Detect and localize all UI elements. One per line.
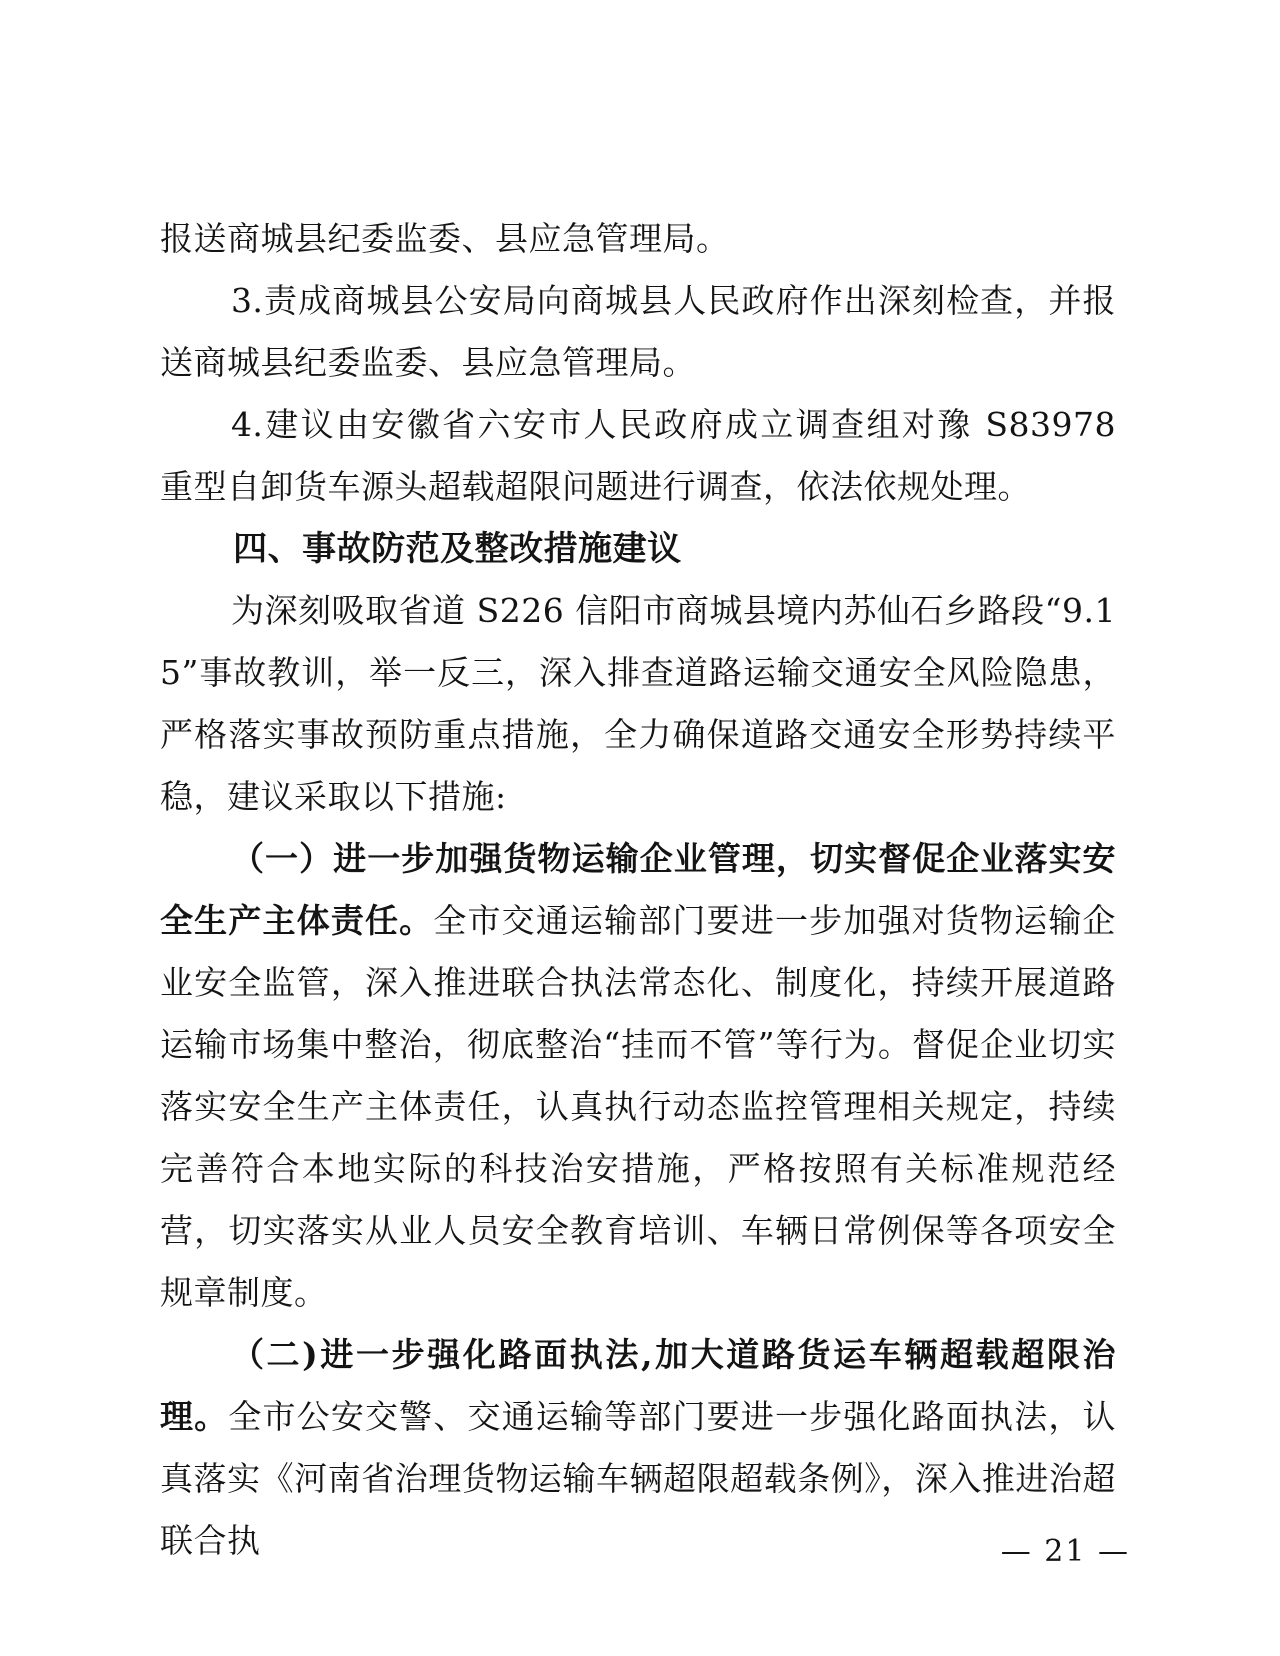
intro-text: 为深刻吸取省道 S226 信阳市商城县境内苏仙石乡路段“9.15”事故教训，举一反三，深入排查道路运输交通安全风险隐患，严格落实事故预防重点措施，全力确保道路交通安全形势持续平稳，建议采取以下措施: bbox=[160, 591, 1116, 816]
measure-1-paragraph bbox=[160, 828, 1116, 1324]
measure-2-lead: （二)进一步强化路面执法,加大道路货运车辆超载超限治理。 bbox=[160, 1335, 1116, 1436]
list-item-3 bbox=[160, 270, 1116, 394]
list-item-4 bbox=[160, 394, 1116, 518]
measure-2-paragraph bbox=[160, 1324, 1116, 1572]
continuation-paragraph bbox=[160, 208, 1116, 270]
section-heading-text: 四、事故防范及整改措施建议 bbox=[233, 529, 682, 569]
measure-1-body: 全市交通运输部门要进一步加强对货物运输企业安全监管，深入推进联合执法常态化、制度化，持续开展道路运输市场集中整治，彻底整治“挂而不管”等行为。督促企业切实落实安全生产主体责任，认真执行动态监控管理相关规定，持续完善符合本地实际的科技治安措施，严格按照有关标准规范经营，切实落实从业人员安全教育培训、车辆日常例保等各项安全规章制度。 bbox=[160, 901, 1117, 1312]
document-body bbox=[160, 208, 1116, 1572]
measure-2-body: 全市公安交警、交通运输等部门要进一步强化路面执法，认真落实《河南省治理货物运输车辆超限超载条例》，深入推进治超联合执 bbox=[160, 1397, 1117, 1560]
continuation-text: 报送商城县纪委监委、县应急管理局。 bbox=[160, 219, 730, 258]
list-item-4-text: 4.建议由安徽省六安市人民政府成立调查组对豫 S83978 重型自卸货车源头超载超限问题进行调查，依法依规处理。 bbox=[160, 405, 1116, 506]
list-item-3-text: 3.责成商城县公安局向商城县人民政府作出深刻检查，并报送商城县纪委监委、县应急管理局。 bbox=[160, 281, 1116, 382]
measure-1-lead: （一）进一步加强货物运输企业管理，切实督促企业落实安全生产主体责任。 bbox=[160, 839, 1116, 940]
intro-paragraph bbox=[160, 580, 1116, 828]
page-number: — 21 — bbox=[1000, 1534, 1130, 1569]
section-heading bbox=[160, 518, 1116, 580]
